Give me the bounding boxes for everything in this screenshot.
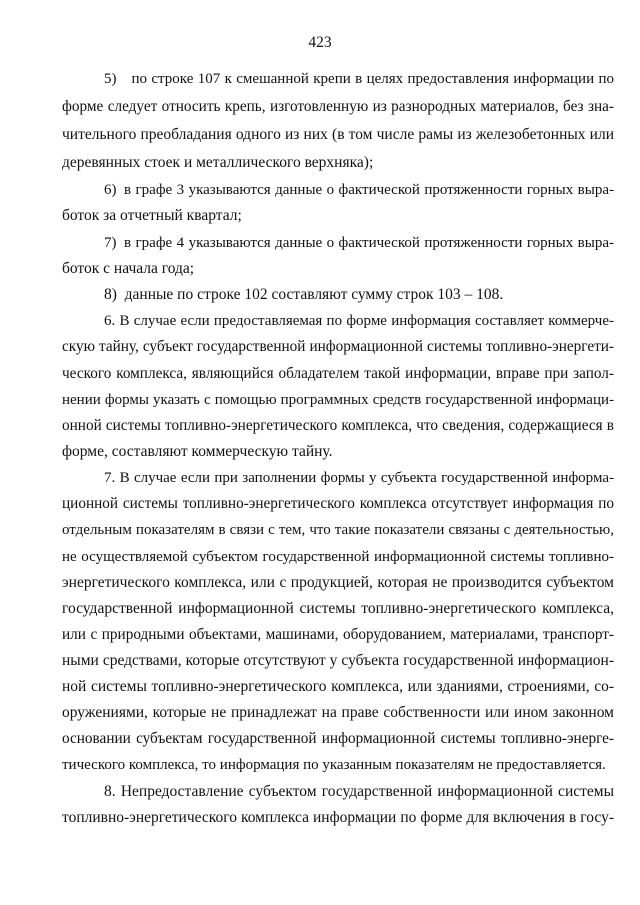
text-line: государственной информационной системы топливно-энергетического комплекса, xyxy=(62,600,614,617)
text-line: ционной системы топливно-энергетического комплекса отсутствует информация по xyxy=(62,495,614,512)
text-line: скую тайну, субъект государственной информационной системы топливно-энергети- xyxy=(62,338,614,355)
text-line: топливно-энергетического комплекса информации по форме для включения в госу- xyxy=(62,809,614,826)
text-line: 6) в графе 3 указываются данные о фактической протяженности горных выра- xyxy=(104,182,614,198)
text-line: деревянных стоек и металлического верхняка); xyxy=(62,154,374,171)
text-line: форме, составляют коммерческую тайну. xyxy=(62,443,333,460)
text-line: форме следует относить крепь, изготовленную из разнородных материалов, без зна- xyxy=(62,98,614,115)
text-line: энергетического комплекса, или с продукцией, которая не производится субъектом xyxy=(62,574,614,591)
text-line: или с природными объектами, машинами, оборудованием, материалами, транспорт- xyxy=(62,626,614,643)
text-line: чительного преобладания одного из них (в том числе рамы из железобетонных или xyxy=(62,126,614,143)
text-line: 8) данные по строке 102 составляют сумму строк 103 – 108. xyxy=(104,286,504,303)
text-line: тического комплекса, то информация по указанным показателям не предоставляется. xyxy=(62,757,606,773)
text-line: 7) в графе 4 указываются данные о фактической протяженности горных выра- xyxy=(104,235,614,251)
text-line: оружениями, которые не принадлежат на праве собственности или ином законном xyxy=(62,704,614,721)
text-line: отдельным показателям в связи с тем, что такие показатели связаны с деятельностью, xyxy=(62,522,614,538)
text-line: не осуществляемой субъектом государственной информационной системы топливно- xyxy=(62,549,614,565)
text-line: ческого комплекса, являющийся обладателем такой информации, вправе при запол- xyxy=(62,365,614,382)
text-line: 8. Непредоставление субъектом государственной информационной системы xyxy=(104,783,614,800)
text-line: боток с начала года; xyxy=(62,260,195,277)
text-line: нении формы указать с помощью программных средств государственной информаци- xyxy=(62,392,614,408)
page-number: 423 xyxy=(308,34,332,51)
text-line: основании субъектам государственной информационной системы топливно-энерге- xyxy=(62,730,614,747)
text-line: 6. В случае если предоставляемая по форме информация составляет коммерче- xyxy=(104,313,614,329)
text-line: боток за отчетный квартал; xyxy=(62,207,242,224)
text-line: ными средствами, которые отсутствуют у субъекта государственной информацион- xyxy=(62,652,614,669)
text-line: онной системы топливно-энергетического комплекса, что сведения, содержащиеся в xyxy=(62,417,614,434)
text-line: 7. В случае если при заполнении формы у субъекта государственной информа- xyxy=(104,470,614,486)
text-line: 5) по строке 107 к смешанной крепи в целях предоставления информации по xyxy=(104,71,614,87)
text-line: ной системы топливно-энергетического комплекса, или зданиями, строениями, со- xyxy=(62,678,614,695)
